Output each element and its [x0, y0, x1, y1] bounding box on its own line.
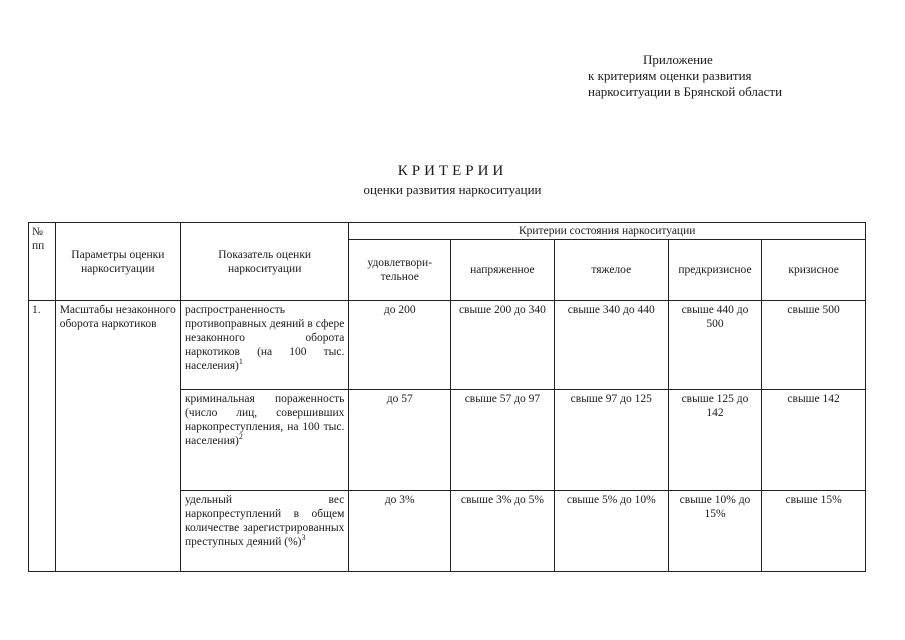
appendix-line-1: Приложение — [643, 52, 713, 67]
value-cell: свыше 3% до 5% — [451, 491, 555, 572]
header-indicator: Показатель оценки наркоситуации — [180, 223, 348, 301]
value-cell: свыше 125 до 142 — [668, 390, 761, 491]
row-param: Масштабы незаконного оборота наркотиков — [55, 301, 180, 572]
value-cell: свыше 440 до 500 — [668, 301, 761, 390]
appendix-line-3: наркоситуации в Брянской области — [588, 84, 783, 99]
row-indicator: удельный вес наркопреступлений в общем количестве зарегистрированных преступных деяний (%)$^3$ — [180, 491, 348, 572]
header-criteria-severe: тяжелое — [554, 240, 668, 301]
value-cell: свыше 10% до 15% — [668, 491, 761, 572]
value-cell: свыше 200 до 340 — [451, 301, 555, 390]
value-cell: свыше 97 до 125 — [554, 390, 668, 491]
header-param: Параметры оценки наркоситуации — [55, 223, 180, 301]
header-criteria-crisis: кризисное — [762, 240, 866, 301]
row-indicator: распространенность противоправных деяний в сфере незаконного оборота наркотиков (на 100 тыс. населения)$^1$ — [180, 301, 348, 390]
value-cell: свыше 142 — [762, 390, 866, 491]
header-criteria-group: Критерии состояния наркоситуации — [349, 223, 866, 240]
footnote-mark: 3 — [301, 533, 306, 543]
row-num: 1. — [29, 301, 56, 572]
header-num: № пп — [29, 223, 56, 301]
header-criteria-satisfactory: удовлетвори-тельное — [349, 240, 451, 301]
row-indicator: криминальная пораженность (число лиц, совершивших наркопреступления, на 100 тыс. населения)$^2$ — [180, 390, 348, 491]
value-cell: свыше 340 до 440 — [554, 301, 668, 390]
header-criteria-precrisis: предкризисное — [668, 240, 761, 301]
title-sub: оценки развития наркоситуации — [363, 182, 542, 197]
value-cell: до 3% — [349, 491, 451, 572]
value-cell: свыше 57 до 97 — [451, 390, 555, 491]
value-cell: до 200 — [349, 301, 451, 390]
table-row — [29, 301, 866, 390]
footnote-mark: 1 — [238, 357, 243, 367]
footnote-mark: 2 — [238, 432, 243, 442]
value-cell: до 57 — [349, 390, 451, 491]
value-cell: свыше 500 — [762, 301, 866, 390]
value-cell: свыше 15% — [762, 491, 866, 572]
header-criteria-tense: напряженное — [451, 240, 555, 301]
criteria-table — [28, 222, 866, 572]
title-main: КРИТЕРИИ — [397, 163, 508, 179]
appendix-note — [588, 52, 782, 100]
value-cell: свыше 5% до 10% — [554, 491, 668, 572]
appendix-line-2: к критериям оценки развития — [588, 68, 752, 83]
